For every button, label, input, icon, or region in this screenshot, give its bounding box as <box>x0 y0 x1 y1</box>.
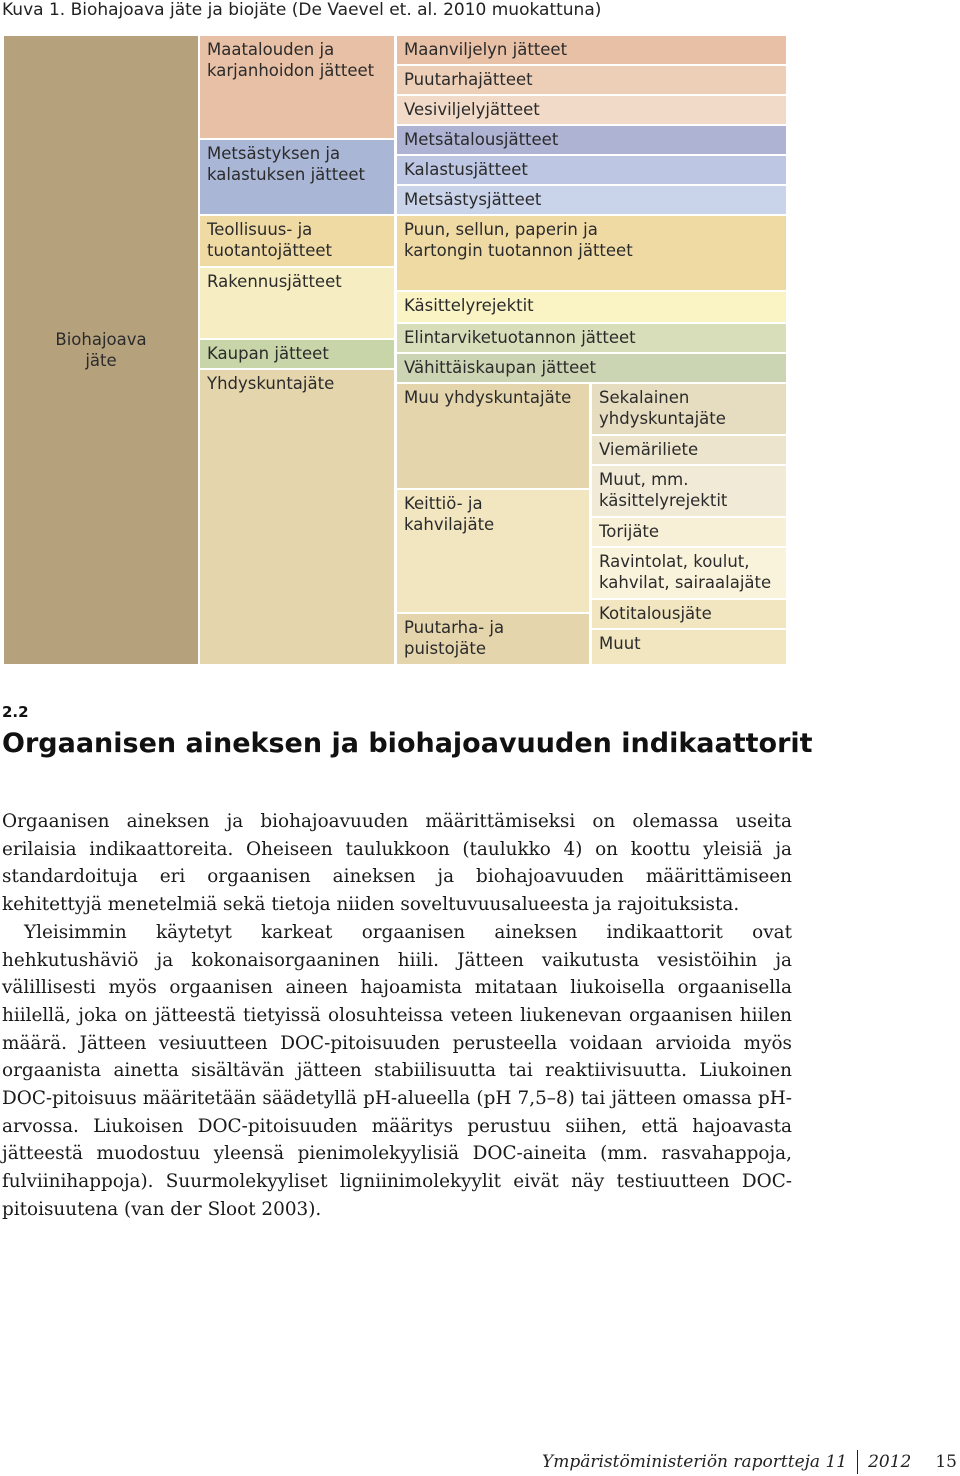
level2-hunting: Metsästysjätteet <box>397 186 786 214</box>
tree-root: Biohajoava jäte <box>4 36 198 664</box>
level2-retail: Vähittäiskaupan jätteet <box>397 354 786 382</box>
footer-divider <box>857 1450 858 1474</box>
level3-mixed-municipal: Sekalainen yhdyskuntajäte <box>592 384 786 434</box>
level3-other: Muut <box>592 630 786 664</box>
level3-market-waste: Torijäte <box>592 518 786 546</box>
level1-trade: Kaupan jätteet <box>200 340 394 368</box>
level2-processing-rejects: Käsittelyrejektit <box>397 292 786 322</box>
section-title: Orgaanisen aineksen ja biohajoavuuden indikaattorit <box>2 728 813 759</box>
level2-aquaculture: Vesiviljelyjätteet <box>397 96 786 124</box>
page-number: 15 <box>935 1452 957 1472</box>
level1-agriculture: Maatalouden ja karjanhoidon jätteet <box>200 36 394 138</box>
level2-forestry: Metsätalousjätteet <box>397 126 786 154</box>
footer-publication: Ympäristöministeriön raportteja 11 <box>541 1452 848 1472</box>
paragraph: Orgaanisen aineksen ja biohajoavuuden määrittämiseksi on olemassa useita erilaisia indikaattoreita. Oheiseen taulukkoon (taulukko 4) on koottu yleisiä ja standardoituja eri orgaanisen aineksen ja biohajoavuuden määrittämiseen kehitettyjä menetelmiä sekä tietoja niiden soveltuvuusalueesta ja rajoituksista. <box>2 811 792 916</box>
level2-food-production: Elintarviketuotannon jätteet <box>397 324 786 352</box>
figure-caption: Kuva 1. Biohajoava jäte ja biojäte (De Vaevel et. al. 2010 muokattuna) <box>2 0 602 20</box>
level3-other-rejects: Muut, mm. käsittelyrejektit <box>592 466 786 516</box>
level3-restaurants: Ravintolat, koulut, kahvilat, sairaalajäte <box>592 548 786 598</box>
level2-garden-park: Puutarha- ja puistojäte <box>397 614 589 664</box>
body-text <box>2 808 792 1224</box>
level2-fishing: Kalastusjätteet <box>397 156 786 184</box>
level3-household: Kotitalousjäte <box>592 600 786 628</box>
level1-municipal: Yhdyskuntajäte <box>200 370 394 664</box>
level1-industry: Teollisuus- ja tuotantojätteet <box>200 216 394 266</box>
level2-wood-paper: Puun, sellun, paperin ja kartongin tuotannon jätteet <box>397 216 786 290</box>
level2-other-municipal: Muu yhdyskuntajäte <box>397 384 589 488</box>
paragraph: Yleisimmin käytetyt karkeat orgaanisen aineksen indikaattorit ovat hehkutushäviö ja kokonaisorgaaninen hiili. Jätteen vaikutusta vesistöihin ja välillisesti myös orgaanisen aineen hajoamista mitataan liukoisella orgaanisella hiilellä, joka on jätteestä tietyissä olosuhteissa veteen liukenevan orgaanisen hiilen määrä. Jätteen vesiuutteen DOC-pitoisuuden perusteella voidaan arvioida myös orgaanista ainetta sisältävän jätteen stabiilisuutta tai reaktiivisuutta. Liukoinen DOC-pitoisuus määritetään säädetyllä pH-alueella (pH 7,5–8) tai jätteen omassa pH-arvossa. Liukoisen DOC-pitoisuuden määritys perustuu siihen, että hajoavasta jätteestä muodostuu yleensä pienimolekyylisiä DOC-aineita (mm. rasvahappoja, fulviinihappoja). Suurmolekyyliset ligniinimolekyylit eivät näy testiuutteen DOC-pitoisuutena (van der Sloot 2003). <box>2 921 792 1220</box>
page-footer <box>542 1450 957 1474</box>
level2-gardening: Puutarhajätteet <box>397 66 786 94</box>
level3-sewage-sludge: Viemäriliete <box>592 436 786 464</box>
section-number: 2.2 <box>2 703 29 721</box>
level1-construction: Rakennusjätteet <box>200 268 394 338</box>
level2-farming: Maanviljelyn jätteet <box>397 36 786 64</box>
level1-hunting-fishing: Metsästyksen ja kalastuksen jätteet <box>200 140 394 214</box>
footer-year: 2012 <box>868 1452 912 1472</box>
level2-kitchen-cafe: Keittiö- ja kahvilajäte <box>397 490 589 612</box>
